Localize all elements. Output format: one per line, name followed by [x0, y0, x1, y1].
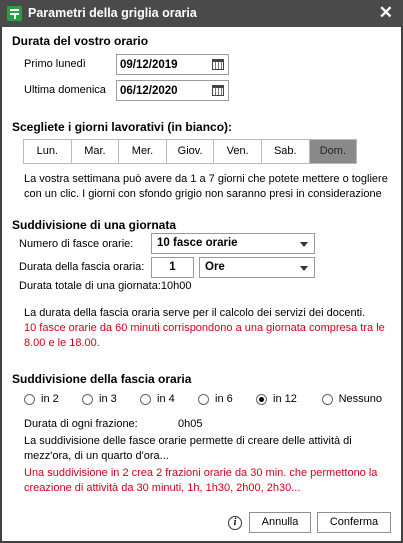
fasce-select[interactable] — [151, 233, 315, 254]
day-toggle-wed[interactable]: Mer. — [118, 139, 167, 164]
radio-circle[interactable] — [140, 394, 151, 405]
chevron-down-icon — [300, 266, 308, 271]
section-title-giornata: Suddivisione di una giornata — [12, 218, 177, 232]
cancel-button[interactable]: Annulla — [249, 512, 311, 533]
frazione-value: 0h05 — [178, 418, 203, 430]
section-title-fascia: Suddivisione della fascia oraria — [12, 372, 192, 386]
radio-circle[interactable] — [322, 394, 333, 405]
radio-in-6[interactable] — [198, 393, 244, 405]
info-icon[interactable]: i — [228, 516, 242, 530]
fascia-radio-group — [24, 393, 394, 405]
durata-fascia-label: Durata della fascia oraria: — [19, 261, 145, 273]
radio-circle[interactable] — [198, 394, 209, 405]
fascia-red-line1: Una suddivisione in 2 crea 2 frazioni orarie da 30 min. che permettono la — [24, 467, 378, 479]
radio-label: in 2 — [41, 393, 59, 405]
radio-in-3[interactable] — [82, 393, 128, 405]
radio-circle[interactable] — [82, 394, 93, 405]
radio-nessuno[interactable] — [322, 393, 382, 405]
durata-unit-select[interactable] — [199, 257, 315, 278]
giornata-info-red1: 10 fasce orarie da 60 minuti corrispondono a una giornata compresa tra le — [24, 322, 385, 334]
giorni-help-line1: La vostra settimana può avere da 1 a 7 giorni che potete mettere o togliere — [24, 173, 388, 185]
days-selector — [24, 139, 357, 164]
section-title-orario: Durata del vostro orario — [12, 34, 149, 48]
radio-label: Nessuno — [338, 393, 382, 405]
giornata-info-red2: 8.00 e le 18.00. — [24, 337, 100, 349]
fasce-label: Numero di fasce orarie: — [19, 238, 134, 250]
day-toggle-fri[interactable]: Ven. — [213, 139, 262, 164]
calendar-icon[interactable] — [212, 85, 224, 96]
radio-label: in 3 — [99, 393, 117, 405]
radio-label: in 4 — [157, 393, 175, 405]
radio-in-12[interactable] — [256, 393, 310, 405]
durata-fascia-input[interactable]: 1 — [151, 257, 194, 278]
grid-app-icon — [7, 6, 22, 21]
day-toggle-thu[interactable]: Giov. — [166, 139, 215, 164]
window-title: Parametri della griglia oraria — [28, 6, 197, 20]
fasce-select-value: 10 fasce orarie — [157, 237, 238, 249]
radio-circle[interactable] — [24, 394, 35, 405]
day-toggle-mon[interactable]: Lun. — [23, 139, 72, 164]
dialog-content — [2, 27, 401, 541]
first-monday-value: 09/12/2019 — [120, 59, 178, 71]
radio-in-4[interactable] — [140, 393, 186, 405]
last-sunday-value: 06/12/2020 — [120, 85, 178, 97]
last-sunday-label: Ultima domenica — [24, 84, 106, 96]
first-monday-label: Primo lunedì — [24, 58, 86, 70]
radio-label: in 6 — [215, 393, 233, 405]
section-title-giorni: Scegliete i giorni lavorativi (in bianco): — [12, 120, 233, 134]
close-icon[interactable]: ✕ — [378, 3, 393, 22]
calendar-icon[interactable] — [212, 59, 224, 70]
radio-label: in 12 — [273, 393, 297, 405]
radio-circle[interactable] — [256, 394, 267, 405]
durata-unit-value: Ore — [205, 261, 225, 273]
confirm-button[interactable]: Conferma — [317, 512, 391, 533]
fascia-red-line2: creazione di attività da 30 minuti, 1h, 1h30, 2h00, 2h30... — [24, 482, 301, 494]
last-sunday-field[interactable] — [116, 80, 229, 101]
chevron-down-icon — [300, 242, 308, 247]
durata-totale-text: Durata totale di una giornata:10h00 — [19, 280, 192, 292]
day-toggle-tue[interactable]: Mar. — [71, 139, 120, 164]
fascia-help-line1: La suddivisione delle fasce orarie permette di creare delle attività di — [24, 435, 352, 447]
giorni-help-line2: con un clic. I giorni con sfondo grigio non saranno presi in considerazione — [24, 188, 382, 200]
day-toggle-sat[interactable]: Sab. — [261, 139, 310, 164]
frazione-label: Durata di ogni frazione: — [24, 418, 138, 430]
giornata-info-line1: La durata della fascia oraria serve per il calcolo dei servizi dei docenti. — [24, 307, 366, 319]
first-monday-field[interactable] — [116, 54, 229, 75]
radio-in-2[interactable] — [24, 393, 70, 405]
fascia-help-line2: mezz'ora, di un quarto d'ora... — [24, 450, 169, 462]
title-bar — [0, 0, 403, 27]
day-toggle-sun[interactable]: Dom. — [309, 139, 358, 164]
